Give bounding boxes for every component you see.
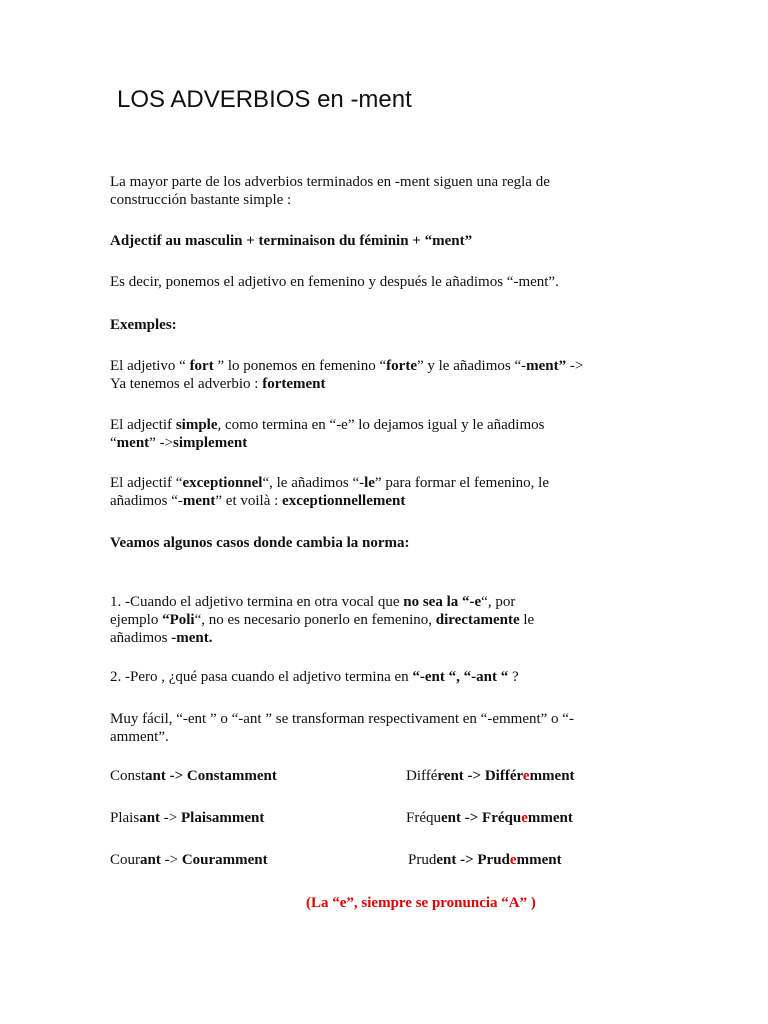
pair-2-right: [406, 810, 573, 827]
text-span: Prud: [408, 852, 437, 868]
es-decir-paragraph: Es decir, ponemos el adjetivo en femenino y después le añadimos “-ment”.: [110, 274, 559, 290]
intro-line-2: construcción bastante simple :: [110, 192, 292, 208]
text-span: “: [110, 435, 117, 451]
bold-forte: forte: [386, 358, 417, 374]
veamos-heading: [110, 534, 650, 552]
text-span: añadimos “-: [110, 493, 183, 509]
red-e-span: e: [522, 768, 530, 784]
case-2: [110, 668, 650, 686]
text-span: ->: [160, 810, 181, 826]
exemples-heading: [110, 316, 650, 334]
example-1-line-2: [110, 375, 650, 393]
case-1: [110, 593, 650, 647]
example-3: [110, 474, 650, 510]
muy-facil-paragraph: [110, 710, 650, 746]
text-span: ->: [566, 358, 584, 374]
text-span: ” y le añadimos “-: [416, 358, 527, 374]
text-span: ejemplo: [110, 612, 163, 628]
bold-le: le: [364, 475, 375, 491]
example-3-line-2: [110, 492, 650, 510]
text-span: , como termina en “-e” lo dejamos igual y le añadimos: [217, 417, 545, 433]
bold-ent-ant: “-ent “, “-ant “: [412, 669, 509, 685]
text-span: El adjectif “: [110, 475, 183, 491]
text-span: Fréqu: [406, 810, 441, 826]
bold-directamente: directamente: [435, 612, 520, 628]
intro-line-1: La mayor parte de los adverbios terminados en -ment siguen una regla de: [110, 174, 550, 190]
bold-span: Plaisamment: [181, 810, 265, 826]
text-span: é: [430, 768, 438, 784]
text-span: ” ->: [149, 435, 174, 451]
muy-facil-line-2: amment”.: [110, 729, 169, 745]
bold-span: Couramment: [181, 852, 268, 868]
page-title: LOS ADVERBIOS en -ment: [117, 86, 412, 113]
bold-ment: -ment.: [171, 630, 213, 646]
bold-span: ant ->: [145, 768, 187, 784]
bold-ment: ment”: [526, 358, 567, 374]
case-1-line-3: [110, 629, 650, 647]
bold-span: mment: [516, 852, 562, 868]
text-span: ->: [160, 852, 182, 868]
case-1-line-1: [110, 593, 650, 611]
bold-span: ent ->: [436, 852, 478, 868]
text-span: “, por: [481, 594, 516, 610]
example-2: [110, 416, 650, 452]
bold-span: ent ->: [441, 810, 483, 826]
bold-fort: fort: [189, 358, 214, 374]
rule-text: Adjectif au masculin + terminaison du féminin + “ment”: [110, 233, 473, 249]
example-1: [110, 357, 650, 393]
text-span: El adjectif: [110, 417, 176, 433]
pair-1-left: [110, 768, 277, 785]
text-span: Diff: [406, 768, 431, 784]
muy-facil-line-1: Muy fácil, “-ent ” o “-ant ” se transforman respectivament en “-emment” o “-: [110, 711, 574, 727]
pair-3-left: [110, 852, 268, 869]
exemples-text: Exemples:: [110, 317, 177, 333]
bold-fortement: fortement: [262, 376, 326, 392]
intro-paragraph: [110, 173, 650, 209]
bold-exceptionnellement: exceptionnellement: [282, 493, 406, 509]
text-span: 1. -Cuando el adjetivo termina en otra vocal que: [110, 594, 404, 610]
veamos-text: Veamos algunos casos donde cambia la norma:: [110, 535, 410, 551]
pair-3-right: [408, 852, 562, 869]
bold-span: Constamment: [186, 768, 277, 784]
text-span: 2. -Pero , ¿qué pasa cuando el adjetivo termina en: [110, 669, 413, 685]
bold-span: ant: [139, 810, 161, 826]
text-span: Ya tenemos el adverbio :: [110, 376, 263, 392]
bold-simplement: simplement: [173, 435, 248, 451]
text-span: Cour: [110, 852, 140, 868]
text-span: Const: [110, 768, 146, 784]
bold-simple: simple: [175, 417, 218, 433]
text-span: ?: [508, 669, 519, 685]
red-e-span: e: [521, 810, 528, 826]
rule-heading: [110, 232, 650, 250]
text-span: “, le añadimos “-: [262, 475, 365, 491]
pair-1-right: [406, 768, 575, 785]
text-span: El adjetivo “: [110, 358, 190, 374]
bold-poli: “Poli: [162, 612, 195, 628]
text-span: ” lo ponemos en femenino “: [213, 358, 387, 374]
bold-exceptionnel: exceptionnel: [182, 475, 263, 491]
bold-no-sea: no sea la “-e: [403, 594, 482, 610]
text-span: añadimos: [110, 630, 172, 646]
text-span: Plais: [110, 810, 140, 826]
bold-span: mment: [527, 810, 573, 826]
bold-ment: ment: [182, 493, 216, 509]
text-span: ” para formar el femenino, le: [374, 475, 549, 491]
example-3-line-1: [110, 474, 650, 492]
bold-span: mment: [529, 768, 575, 784]
bold-span: ant: [140, 852, 161, 868]
pair-2-left: [110, 810, 264, 827]
example-2-line-1: [110, 416, 650, 434]
bold-span: Fréqu: [482, 810, 522, 826]
example-2-line-2: [110, 434, 650, 452]
red-e-span: e: [509, 852, 517, 868]
text-span: “, no es necesario ponerlo en femenino,: [194, 612, 436, 628]
bold-span: rent ->: [437, 768, 485, 784]
bold-ment: ment: [116, 435, 150, 451]
case-1-line-2: [110, 611, 650, 629]
text-span: ” et voilà :: [215, 493, 283, 509]
example-1-line-1: [110, 357, 650, 375]
text-span: le: [519, 612, 535, 628]
pronunciation-note: (La “e”, siempre se pronuncia “A” ): [306, 895, 536, 911]
bold-span: Prud: [477, 852, 510, 868]
bold-span: Différ: [484, 768, 523, 784]
